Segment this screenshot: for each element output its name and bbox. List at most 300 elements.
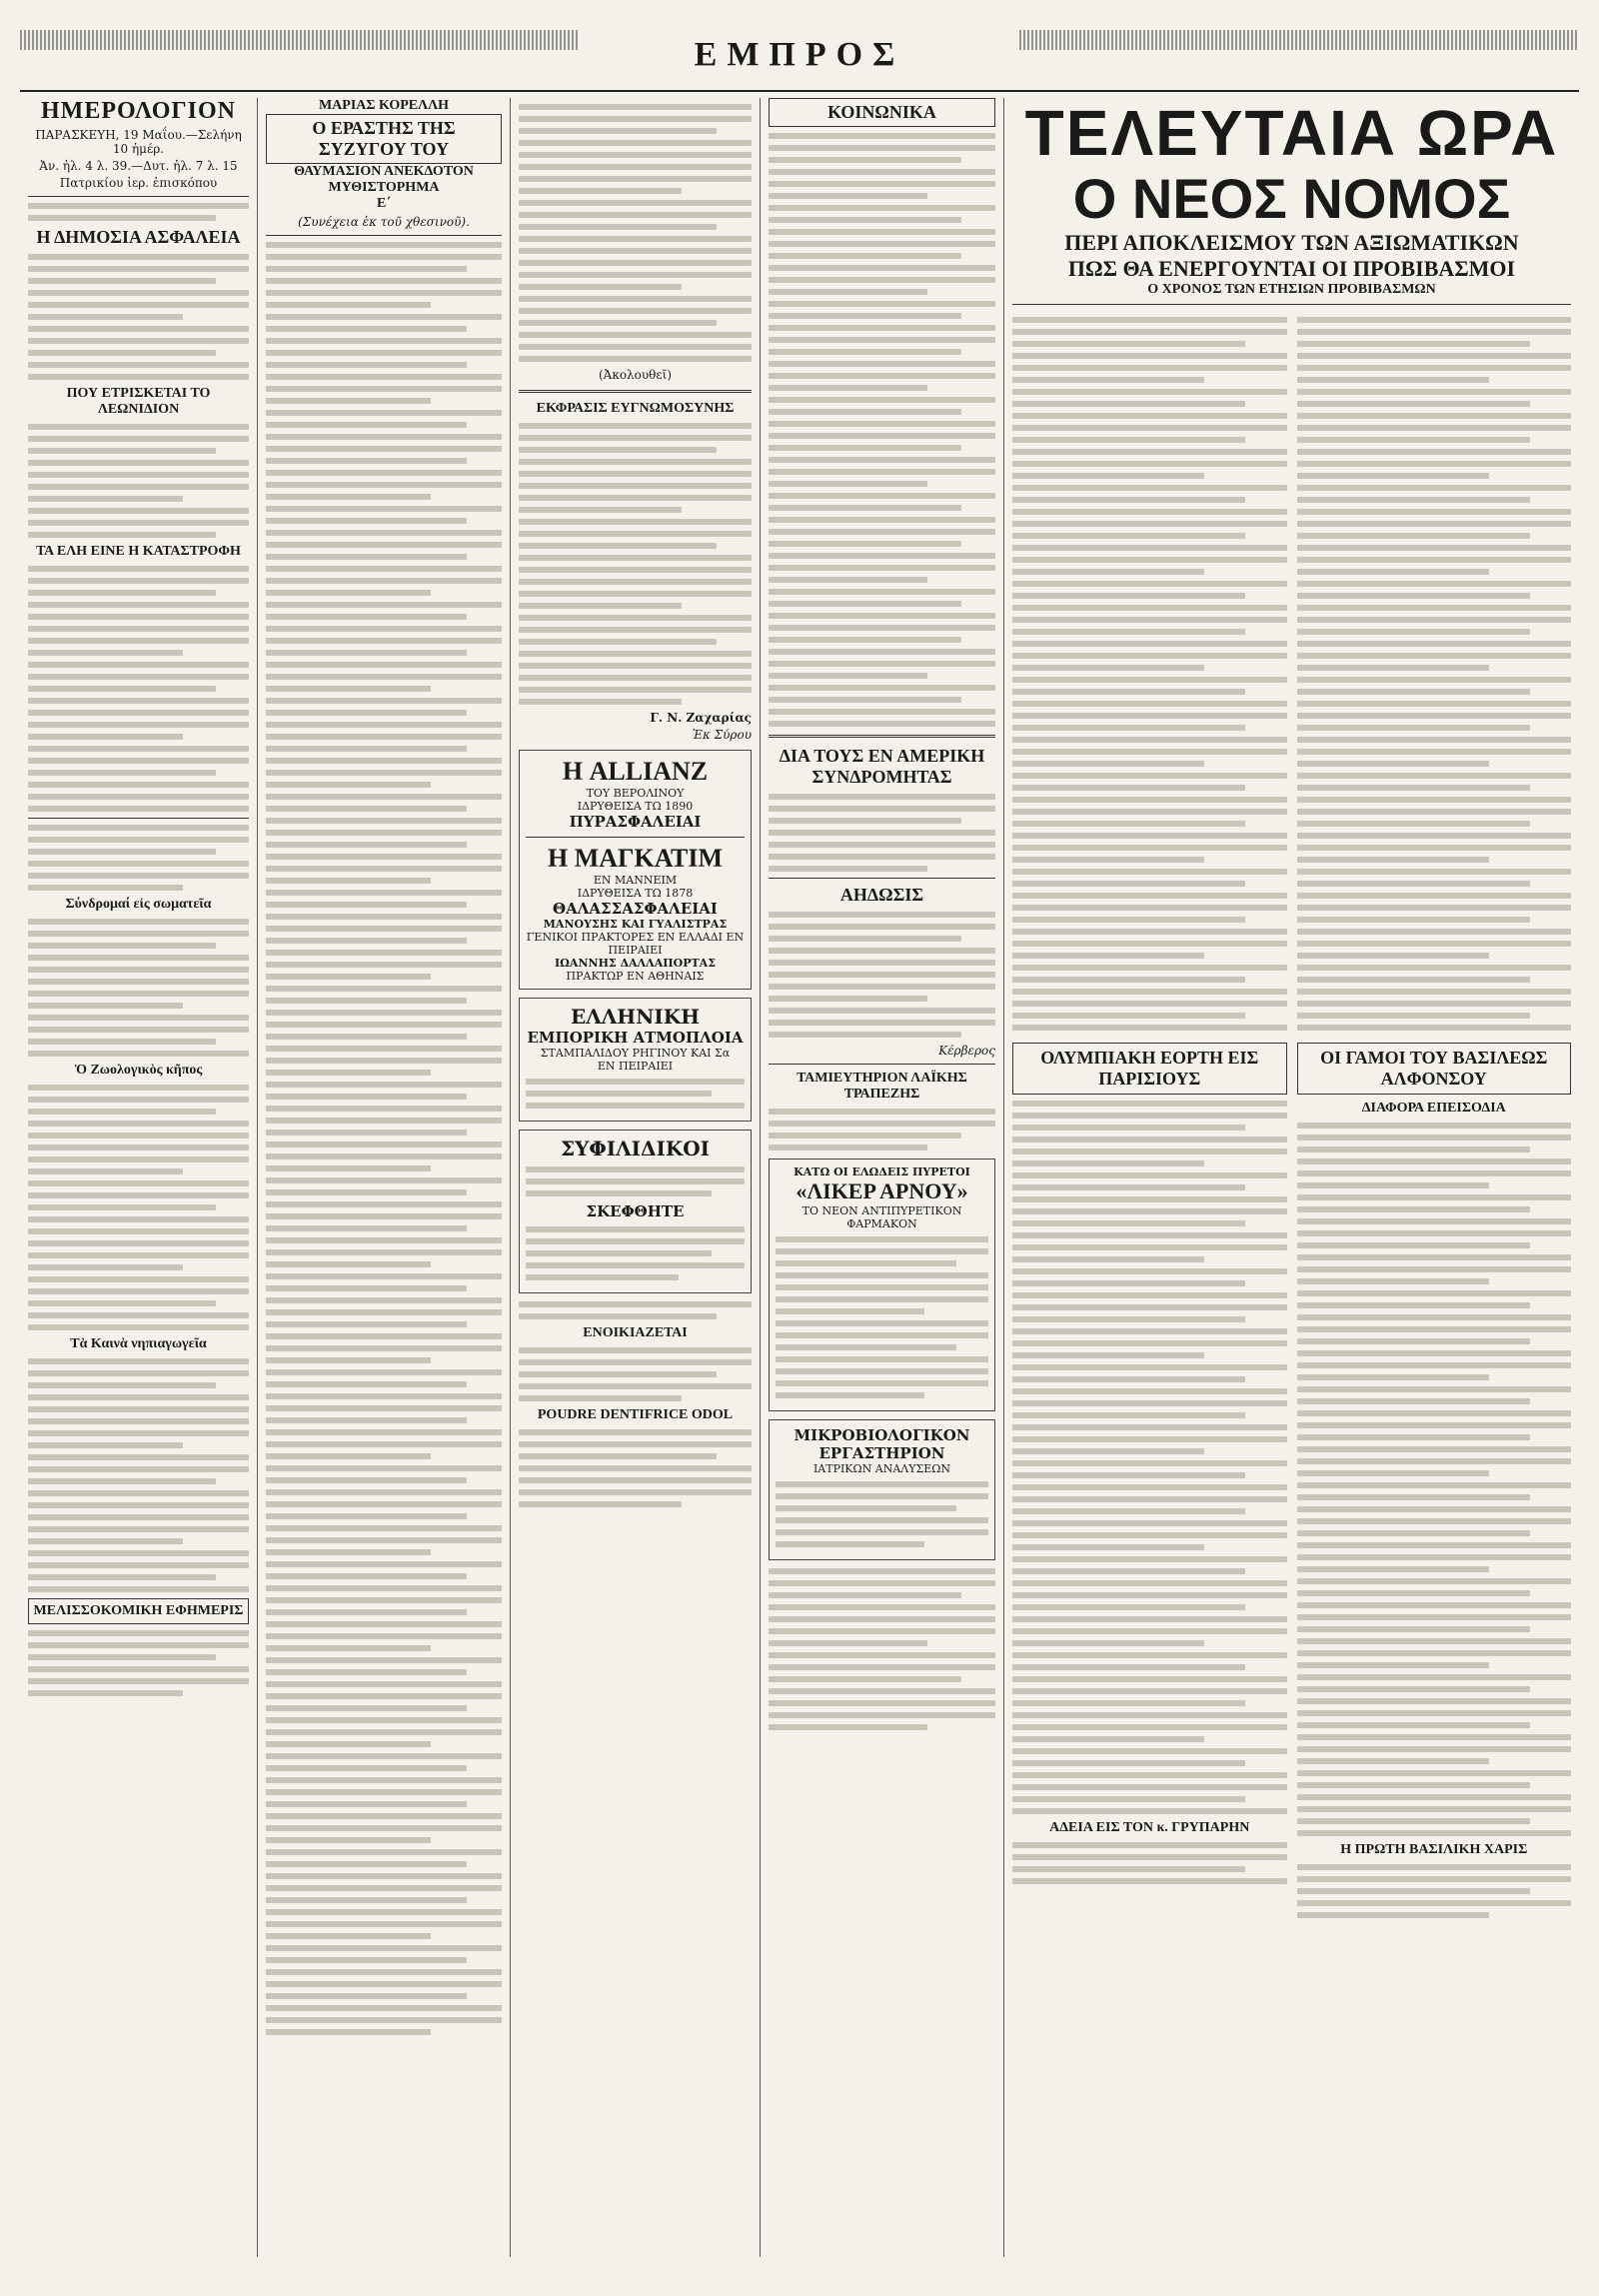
text-line xyxy=(266,902,467,908)
text-line xyxy=(1012,1364,1287,1370)
text-line xyxy=(1012,785,1245,791)
text-line xyxy=(1012,353,1287,359)
text-line xyxy=(1297,1278,1489,1284)
text-line xyxy=(1297,845,1572,851)
text-line xyxy=(1297,785,1530,791)
text-line xyxy=(266,1022,502,1028)
text-line xyxy=(769,277,995,283)
text-line xyxy=(266,482,502,488)
text-line xyxy=(266,1885,502,1891)
text-line xyxy=(266,1249,502,1255)
serial-part: Ε΄ xyxy=(377,196,391,211)
text-line xyxy=(1297,1662,1489,1668)
text-line xyxy=(266,1825,502,1831)
text-line xyxy=(266,1693,502,1699)
text-line xyxy=(266,1633,502,1639)
text-line xyxy=(266,1597,502,1603)
masthead-rule-left xyxy=(20,30,580,50)
text-line xyxy=(1012,1244,1287,1250)
text-line xyxy=(1297,1686,1530,1692)
text-line xyxy=(1012,569,1204,575)
text-line xyxy=(1297,1242,1530,1248)
text-line xyxy=(1012,449,1287,455)
text-line xyxy=(1012,1640,1204,1646)
text-line xyxy=(1297,1446,1572,1452)
text-line xyxy=(1297,809,1572,815)
text-line xyxy=(266,794,502,800)
serial-continuation: (Συνέχεια ἐκ τοῦ χθεσινοῦ). xyxy=(298,215,470,229)
text-line xyxy=(266,1969,502,1975)
newspaper-title: ΕΜΠΡΟΣ xyxy=(694,36,905,73)
social-heading: ΚΟΙΝΩΝΙΚΑ xyxy=(769,98,995,127)
text-line xyxy=(1297,1482,1572,1488)
text-line xyxy=(266,398,431,404)
text-line xyxy=(1012,1508,1245,1514)
text-line xyxy=(266,338,502,344)
text-line xyxy=(1297,1746,1572,1752)
text-line xyxy=(1012,413,1287,419)
text-line xyxy=(266,698,502,704)
shipping-ad xyxy=(519,998,752,1122)
text-line xyxy=(1012,773,1287,779)
text-line xyxy=(1297,521,1572,527)
text-line xyxy=(266,1873,502,1879)
text-line xyxy=(266,770,502,776)
text-line xyxy=(1297,425,1572,431)
text-line xyxy=(1012,1268,1287,1274)
text-line xyxy=(1297,401,1530,407)
text-line xyxy=(266,278,502,284)
text-line xyxy=(1012,509,1287,515)
text-line xyxy=(1297,1434,1530,1440)
text-line xyxy=(1012,1532,1287,1538)
text-line xyxy=(266,626,502,632)
text-line xyxy=(266,806,467,812)
text-line xyxy=(1297,689,1530,695)
text-line xyxy=(1297,317,1572,323)
text-line xyxy=(1012,1796,1245,1802)
section-heading: Ὁ Ζωολογικὸς κῆπος xyxy=(74,1063,203,1078)
text-line xyxy=(266,254,502,260)
text-line xyxy=(1012,1001,1287,1007)
text-line xyxy=(266,1549,431,1555)
ad-text: ΘΑΛΑΣΣΑΣΦΑΛΕΙΑΙ xyxy=(553,900,718,918)
text-line xyxy=(1012,1688,1287,1694)
text-line xyxy=(1297,1470,1489,1476)
text-line xyxy=(1012,1604,1245,1610)
text-line xyxy=(1012,1256,1204,1262)
text-line xyxy=(266,1010,502,1016)
text-line xyxy=(1012,1376,1245,1382)
text-line xyxy=(266,446,502,452)
text-line xyxy=(1012,833,1287,839)
text-line xyxy=(266,602,502,608)
text-line xyxy=(1297,1230,1572,1236)
text-line xyxy=(1297,917,1530,923)
text-line xyxy=(1297,641,1572,647)
text-line xyxy=(266,434,502,440)
text-line xyxy=(1297,1158,1572,1164)
serial-ending: (Ἀκολουθεῖ) xyxy=(598,368,673,382)
text-line xyxy=(769,337,995,343)
text-line xyxy=(769,673,927,679)
text-line xyxy=(769,505,961,511)
text-line xyxy=(1297,377,1489,383)
section-heading: ΔΙΑ ΤΟΥΣ ΕΝ ΑΜΕΡΙΚΗ ΣΥΝΔΡΟΜΗΤΑΣ xyxy=(779,746,985,787)
text-line xyxy=(1297,653,1572,659)
text-line xyxy=(769,193,927,199)
text-line xyxy=(1012,881,1245,887)
ad-title: ΜΙΚΡΟΒΙΟΛΟΓΙΚΟΝ ΕΡΓΑΣΤΗΡΙΟΝ xyxy=(794,1426,970,1462)
text-line xyxy=(769,685,995,691)
text-line xyxy=(266,1909,502,1915)
text-line xyxy=(1297,1362,1572,1368)
text-line xyxy=(266,1501,502,1507)
text-line xyxy=(769,169,995,175)
text-line xyxy=(769,421,995,427)
text-line xyxy=(1297,833,1572,839)
text-line xyxy=(266,290,502,296)
text-line xyxy=(1012,701,1287,707)
text-line xyxy=(266,1153,502,1159)
text-line xyxy=(1297,509,1572,515)
text-line xyxy=(769,721,995,727)
text-line xyxy=(1297,1590,1530,1596)
text-line xyxy=(769,217,961,223)
text-line xyxy=(266,1297,502,1303)
text-line xyxy=(266,1165,431,1171)
text-line xyxy=(266,1753,502,1759)
text-line xyxy=(1297,1025,1572,1031)
text-line xyxy=(266,1525,502,1531)
text-line xyxy=(266,1741,431,1747)
text-line xyxy=(1012,1013,1245,1019)
text-line xyxy=(1297,857,1489,863)
text-line xyxy=(266,506,502,512)
text-line xyxy=(1297,1338,1530,1344)
serial-author: ΜΑΡΙΑΣ ΚΟΡΕΛΛΗ xyxy=(318,98,450,113)
text-line xyxy=(1012,1580,1287,1586)
text-line xyxy=(1297,773,1572,779)
section-heading: Η ΔΗΜΟΣΙΑ ΑΣΦΑΛΕΙΑ xyxy=(36,227,241,247)
text-line xyxy=(266,674,502,680)
text-line xyxy=(266,1237,502,1243)
kicker: ΤΕΛΕΥΤΑΙΑ ΩΡΑ xyxy=(1024,98,1559,169)
text-line xyxy=(1012,845,1287,851)
text-line xyxy=(266,650,467,656)
section-subheading: ΔΙΑΦΟΡΑ ΕΠΕΙΣΟΔΙΑ xyxy=(1361,1101,1506,1116)
text-line xyxy=(1012,1025,1287,1031)
text-line xyxy=(1297,629,1530,635)
text-line xyxy=(1297,725,1530,731)
text-line xyxy=(266,1106,502,1112)
text-line xyxy=(266,314,502,320)
text-line xyxy=(769,241,995,247)
text-line xyxy=(266,1189,467,1195)
ad-title: ΣΥΦΙΛΙΔΙΚΟΙ xyxy=(560,1137,711,1160)
text-line xyxy=(1012,377,1204,383)
text-line xyxy=(266,998,467,1004)
text-line xyxy=(266,734,502,740)
text-line xyxy=(1297,341,1530,347)
section-heading: ΑΗΔΩΣΙΣ xyxy=(839,885,924,905)
text-line xyxy=(1297,1314,1572,1320)
section-heading: Τὰ Καινὰ νηπιαγωγεῖα xyxy=(70,1336,207,1351)
section-heading: POUDRE DENTIFRICE ODOL xyxy=(537,1407,734,1422)
text-line xyxy=(266,1717,502,1723)
text-line xyxy=(1012,1496,1287,1502)
text-line xyxy=(266,1465,502,1471)
text-line xyxy=(266,374,502,380)
text-line xyxy=(1012,605,1287,611)
text-line xyxy=(1012,1232,1287,1238)
text-line xyxy=(1012,1424,1287,1430)
text-line xyxy=(1012,653,1287,659)
masthead xyxy=(20,20,1579,92)
text-line xyxy=(266,542,502,548)
text-line xyxy=(1012,1712,1287,1718)
signature: Κέρβερος xyxy=(938,1044,995,1058)
text-line xyxy=(1012,1125,1245,1131)
text-line xyxy=(1012,533,1245,539)
text-line xyxy=(769,457,995,463)
text-line xyxy=(1297,1326,1572,1332)
text-line xyxy=(1297,1001,1572,1007)
text-line xyxy=(266,458,467,464)
section-heading-boxed: ΟΙ ΓΑΜΟΙ ΤΟΥ ΒΑΣΙΛΕΩΣ ΑΛΦΟΝΣΟΥ xyxy=(1297,1043,1572,1095)
text-line xyxy=(1297,953,1489,959)
text-line xyxy=(1012,617,1287,623)
text-line xyxy=(1297,605,1572,611)
text-line xyxy=(266,1441,502,1447)
text-line xyxy=(266,950,502,956)
text-line xyxy=(769,637,961,643)
text-line xyxy=(1297,1650,1572,1656)
text-line xyxy=(266,1213,502,1219)
text-line xyxy=(266,1273,502,1279)
text-line xyxy=(1297,1602,1572,1608)
text-line xyxy=(1012,1472,1245,1478)
text-line xyxy=(266,614,467,620)
text-line xyxy=(1012,641,1287,647)
text-line xyxy=(769,265,995,271)
text-line xyxy=(1012,905,1287,911)
text-line xyxy=(1297,665,1489,671)
text-line xyxy=(1012,1568,1245,1574)
text-line xyxy=(1012,1101,1287,1107)
text-line xyxy=(1297,737,1572,743)
text-line xyxy=(266,1261,431,1267)
text-line xyxy=(1012,1676,1287,1682)
signature-place: Ἐκ Σύρου xyxy=(692,728,752,742)
text-line xyxy=(1297,761,1489,767)
text-line xyxy=(1012,1184,1245,1190)
text-line xyxy=(266,1477,467,1483)
text-line xyxy=(266,962,502,968)
calendar-heading: ΗΜΕΡΟΛΟΓΙΟΝ xyxy=(41,98,236,124)
text-line xyxy=(1012,1748,1287,1754)
text-line xyxy=(1012,317,1287,323)
text-line xyxy=(266,1933,431,1939)
text-line xyxy=(1297,989,1572,995)
text-line xyxy=(1297,1734,1572,1740)
text-line xyxy=(1012,1652,1287,1658)
text-line xyxy=(1297,1722,1530,1728)
text-line xyxy=(266,1777,502,1783)
text-line xyxy=(266,986,502,992)
text-line xyxy=(266,938,467,944)
text-line xyxy=(266,1513,467,1519)
text-line xyxy=(1297,821,1530,827)
text-line xyxy=(266,686,431,692)
text-line xyxy=(1012,977,1245,983)
text-line xyxy=(1297,497,1530,503)
text-line xyxy=(266,530,502,536)
text-line xyxy=(266,782,431,788)
text-line xyxy=(1297,1206,1530,1212)
text-line xyxy=(1297,413,1572,419)
text-line xyxy=(266,1957,467,1963)
text-line xyxy=(266,1058,502,1064)
text-line xyxy=(1012,1340,1287,1346)
text-line xyxy=(1012,1724,1287,1730)
text-line xyxy=(1012,1352,1204,1358)
text-line xyxy=(1297,977,1530,983)
text-line xyxy=(266,326,467,332)
text-line xyxy=(266,1417,467,1423)
text-line xyxy=(1297,449,1572,455)
deck: Ο ΧΡΟΝΟΣ ΤΩΝ ΕΤΗΣΙΩΝ ΠΡΟΒΙΒΑΣΜΩΝ xyxy=(1147,282,1436,297)
text-line xyxy=(1012,1460,1287,1466)
text-line xyxy=(1297,437,1530,443)
text-line xyxy=(266,410,502,416)
text-line xyxy=(1012,389,1287,395)
text-line xyxy=(266,1921,502,1927)
text-line xyxy=(266,1945,502,1951)
text-line xyxy=(266,818,502,824)
text-line xyxy=(266,1345,502,1351)
text-line xyxy=(266,866,502,872)
text-line xyxy=(769,253,961,259)
text-line xyxy=(1297,1386,1572,1392)
ad-text: ΙΑΤΡΙΚΩΝ ΑΝΑΛΥΣΕΩΝ xyxy=(812,1462,951,1475)
text-line xyxy=(266,590,431,596)
text-line xyxy=(1012,725,1245,731)
text-line xyxy=(1297,1135,1572,1141)
text-line xyxy=(769,409,961,415)
sun-line: Ἀν. ἡλ. 4 λ. 39.—Δυτ. ἡλ. 7 λ. 15 xyxy=(39,159,238,173)
text-line xyxy=(266,1453,431,1459)
text-line xyxy=(1012,497,1245,503)
text-line xyxy=(266,1393,502,1399)
text-line xyxy=(1012,989,1287,995)
date-line: ΠΑΡΑΣΚΕΥΗ, 19 Μαΐου.—Σελήνη 10 ἡμέρ. xyxy=(35,128,242,156)
text-line xyxy=(1012,593,1245,599)
text-line xyxy=(266,974,431,980)
text-line xyxy=(266,710,467,716)
text-line xyxy=(266,1993,467,1999)
text-line xyxy=(1012,857,1204,863)
text-line xyxy=(1297,1494,1530,1500)
text-line xyxy=(1297,1578,1572,1584)
text-line xyxy=(1012,893,1287,899)
text-line xyxy=(769,145,995,151)
text-line xyxy=(1012,365,1287,371)
ad-text: ΤΟ ΝΕΟΝ ΑΝΤΙΠΥΡΕΤΙΚΟΝ ΦΑΡΜΑΚΟΝ xyxy=(801,1204,962,1230)
text-line xyxy=(1297,1290,1572,1296)
text-line xyxy=(266,1609,467,1615)
text-line xyxy=(1297,545,1572,551)
ad-text: ΚΑΤΩ ΟΙ ΕΛΩΔΕΙΣ ΠΥΡΕΤΟΙ xyxy=(794,1165,970,1178)
text-line xyxy=(1012,761,1204,767)
text-line xyxy=(266,1837,431,1843)
text-line xyxy=(266,1034,467,1040)
saint-line: Πατρικίου ἱερ. ἐπισκόπου xyxy=(59,176,218,190)
ad-text: ΙΩΑΝΝΗΣ ΔΑΛΛΑΠΟΡΤΑΣ xyxy=(555,957,716,970)
text-line xyxy=(1012,557,1287,563)
text-line xyxy=(266,914,502,920)
text-line xyxy=(266,1130,467,1136)
text-line xyxy=(1297,1266,1572,1272)
text-line xyxy=(266,494,431,500)
column-serial xyxy=(258,98,511,2257)
text-line xyxy=(1012,797,1287,803)
ad-text: ΣΤΑΜΠΑΛΙΔΟΥ ΡΗΓΙΝΟΥ ΚΑΙ Σα xyxy=(540,1047,731,1060)
newspaper-page xyxy=(20,20,1579,2256)
text-line xyxy=(1297,1350,1572,1356)
text-line xyxy=(1012,1148,1287,1154)
text-line xyxy=(266,1705,467,1711)
text-line xyxy=(1012,749,1287,755)
section-heading: ΤΑΜΙΕΥΤΗΡΙΟΝ ΛΑΪΚΗΣ ΤΡΑΠΕΖΗΣ xyxy=(797,1071,967,1102)
section-heading: ΤΑ ΕΛΗ ΕΙΝΕ Η ΚΑΤΑΣΤΡΟΦΗ xyxy=(36,544,241,559)
text-line xyxy=(1012,665,1204,671)
text-line xyxy=(1012,1760,1245,1766)
text-line xyxy=(1012,1616,1287,1622)
text-line xyxy=(266,842,467,848)
text-line xyxy=(1297,389,1572,395)
text-line xyxy=(266,1321,467,1327)
text-line xyxy=(266,662,502,668)
text-line xyxy=(769,313,961,319)
text-line xyxy=(266,302,431,308)
text-line xyxy=(1012,581,1287,587)
ad-text: ΤΟΥ ΒΕΡΟΛΙΝΟΥ xyxy=(586,787,685,800)
text-line xyxy=(769,385,927,391)
text-line xyxy=(769,529,995,535)
text-line xyxy=(1012,1736,1204,1742)
text-line xyxy=(266,878,431,884)
text-line xyxy=(1297,1698,1572,1704)
column-lead xyxy=(1004,98,1579,2257)
text-line xyxy=(1012,1388,1287,1394)
text-line xyxy=(266,1861,467,1867)
text-line xyxy=(266,1789,502,1795)
text-line xyxy=(1297,1422,1572,1428)
column-ads xyxy=(511,98,761,2257)
text-line xyxy=(1297,485,1572,491)
text-line xyxy=(1012,1556,1287,1562)
text-line xyxy=(1012,1784,1287,1790)
masthead-rule-right xyxy=(1019,30,1579,50)
text-line xyxy=(1012,1544,1204,1550)
text-line xyxy=(266,2005,502,2011)
text-line xyxy=(769,445,961,451)
serial-title: Ο ΕΡΑΣΤΗΣ ΤΗΣ ΣΥΖΥΓΟΥ ΤΟΥ xyxy=(266,114,502,164)
text-line xyxy=(266,722,502,728)
text-line xyxy=(266,1897,467,1903)
text-line xyxy=(266,518,467,524)
